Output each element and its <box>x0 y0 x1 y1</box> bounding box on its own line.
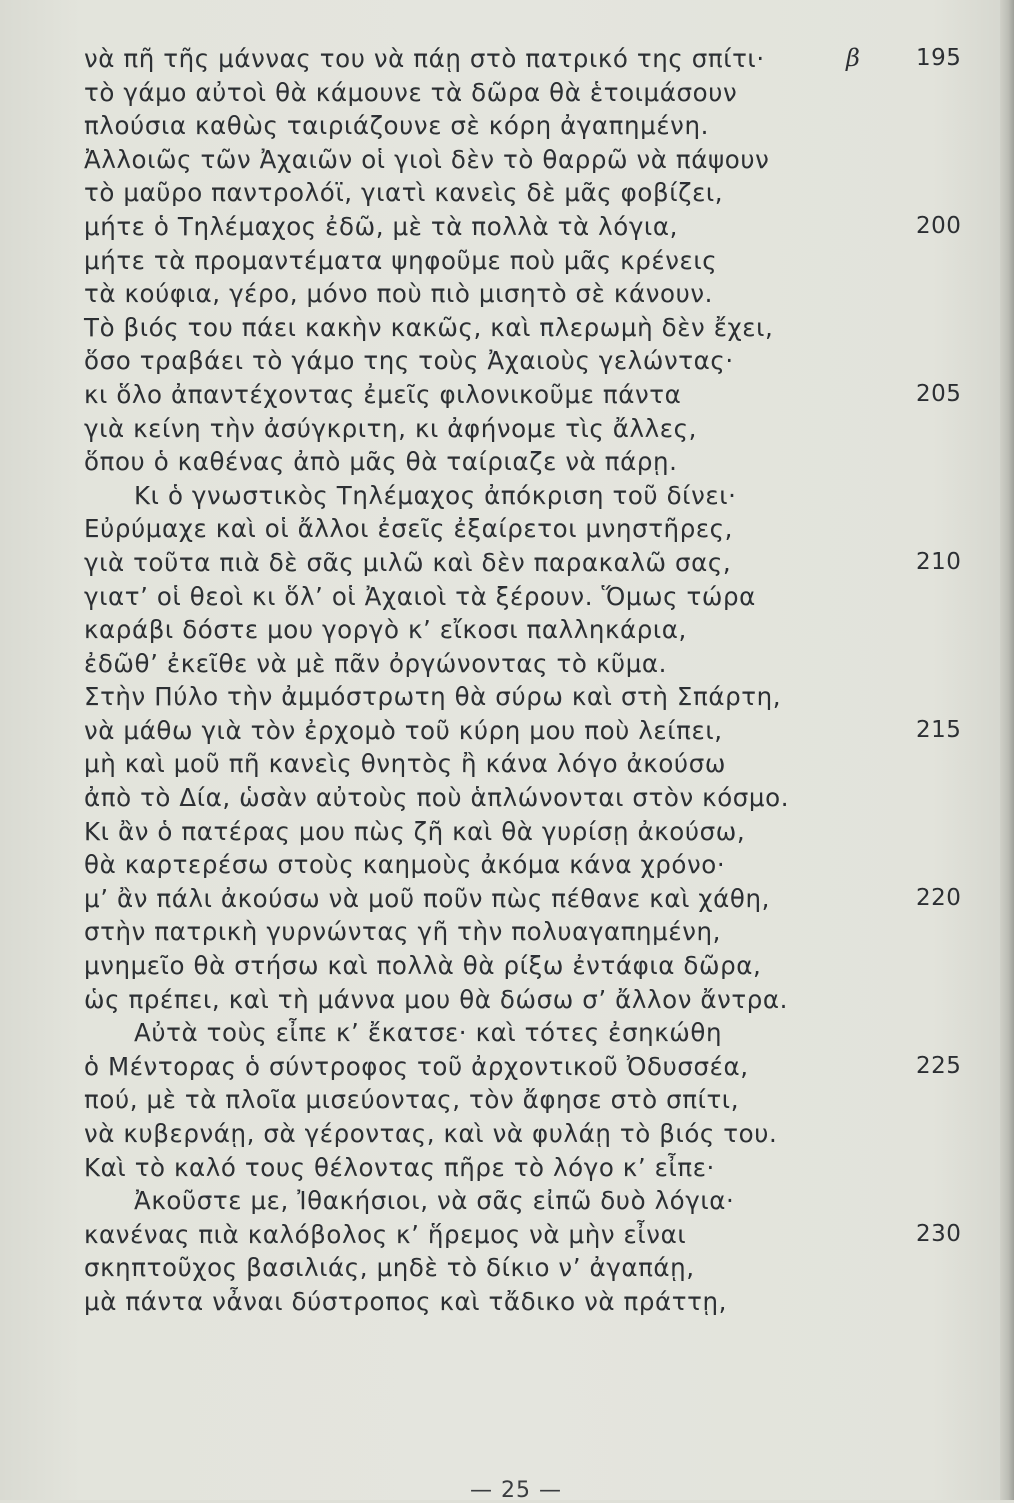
verse-text: Καὶ τὸ καλό τους θέλοντας πῆρε τὸ λόγο κ’ εἶπε· <box>84 1152 715 1182</box>
verse-text: πού, μὲ τὰ πλοῖα μισεύοντας, τὸν ἄφησε στὸ σπίτι, <box>84 1085 740 1115</box>
line-number: 225 <box>916 1052 962 1079</box>
verse-line <box>84 1285 884 1319</box>
verse-line <box>84 949 884 983</box>
verse-line <box>84 546 962 580</box>
verse-text: γιὰ κείνη τὴν ἀσύγκριτη, κι ἀφήνομε τὶς ἄλλες, <box>84 413 697 443</box>
verse-text: νὰ μάθω γιὰ τὸν ἐρχομὸ τοῦ κύρη μου ποὺ λείπει, <box>84 715 723 745</box>
verse-text: μὰ πάντα νἆναι δύστροπος καὶ τἄδικο νὰ πράττῃ, <box>84 1286 727 1316</box>
verse-line <box>84 781 884 815</box>
verse-text: γιὰ τοῦτα πιὰ δὲ σᾶς μιλῶ καὶ δὲν παρακαλῶ σας, <box>84 547 732 577</box>
verse-line <box>84 613 884 647</box>
verse-line <box>84 714 962 748</box>
verse-text: ὅσο τραβάει τὸ γάμο της τοὺς Ἀχαιοὺς γελώντας· <box>84 346 734 376</box>
verse-line <box>84 344 884 378</box>
verse-text: μήτε τὰ προμαντέματα ψηφοῦμε ποὺ μᾶς κρένεις <box>84 245 718 275</box>
verse-text: Τὸ βιός του πάει κακὴν κακῶς, καὶ πλερωμὴ δὲν ἔχει, <box>84 312 774 342</box>
verse-text: κι ὅλο ἀπαντέχοντας ἐμεῖς φιλονικοῦμε πάντα <box>84 379 682 409</box>
verse-text: πλούσια καθὼς ταιριάζουνε σὲ κόρη ἀγαπημένη. <box>84 111 709 141</box>
verse-text: τὸ γάμο αὐτοὶ θὰ κάμουνε τὰ δῶρα θὰ ἑτοιμάσουν <box>84 77 738 107</box>
verse-line <box>84 311 884 345</box>
verse-text: μνημεῖο θὰ στήσω καὶ πολλὰ θὰ ρίξω ἐντάφια δῶρα, <box>84 951 762 981</box>
verse-line <box>84 1184 884 1218</box>
verse-text: τὰ κούφια, γέρο, μόνο ποὺ πιὸ μισητὸ σὲ κάνουν. <box>84 279 714 309</box>
verse-text: Ἀκοῦστε με, Ἰθακήσιοι, νὰ σᾶς εἰπῶ δυὸ λόγια· <box>134 1186 735 1216</box>
verse-text: μὴ καὶ μοῦ πῆ κανεὶς θνητὸς ἢ κάνα λόγο ἀκούσω <box>84 749 726 779</box>
verse-text: θὰ καρτερέσω στοὺς καημοὺς ἀκόμα κάνα χρόνο· <box>84 850 726 880</box>
verse-line <box>84 412 884 446</box>
verse-line <box>84 445 884 479</box>
verse-line <box>84 244 884 278</box>
verse-line <box>84 1218 962 1252</box>
verse-line <box>84 647 884 681</box>
line-number: 200 <box>916 212 962 239</box>
verse-line <box>84 378 962 412</box>
verse-text: μ’ ἂν πάλι ἀκούσω νὰ μοῦ ποῦν πὼς πέθανε καὶ χάθη, <box>84 883 770 913</box>
verse-text: σκηπτοῦχος βασιλιάς, μηδὲ τὸ δίκιο ν’ ἀγαπάῃ, <box>84 1253 695 1283</box>
verse-line <box>84 512 884 546</box>
verse-line <box>84 109 884 143</box>
verse-line <box>84 983 884 1017</box>
verse-line <box>84 1251 884 1285</box>
poem-text <box>84 42 962 1319</box>
line-number: 195 <box>916 45 962 71</box>
line-number: 215 <box>916 716 962 743</box>
verse-line <box>84 747 884 781</box>
verse-text: ὡς πρέπει, καὶ τὴ μάννα μου θὰ δώσω σ’ ἄλλον ἄντρα. <box>84 984 789 1014</box>
verse-text: καράβι δόστε μου γοργὸ κ’ εἴκοσι παλληκάρια, <box>84 615 687 645</box>
verse-line <box>84 580 884 614</box>
verse-line <box>84 143 884 177</box>
verse-text: μήτε ὁ Τηλέμαχος ἐδῶ, μὲ τὰ πολλὰ τὰ λόγια, <box>84 211 678 241</box>
verse-line <box>84 479 884 513</box>
page-edge <box>1000 0 1014 1500</box>
verse-text: Κι ἂν ὁ πατέρας μου πὼς ζῆ καὶ θὰ γυρίσῃ ἀκούσω, <box>84 816 746 846</box>
verse-text: Εὐρύμαχε καὶ οἱ ἄλλοι ἐσεῖς ἐξαίρετοι μνηστῆρες, <box>84 514 734 544</box>
verse-text: στὴν πατρικὴ γυρνώντας γῆ τὴν πολυαγαπημένη, <box>84 917 721 947</box>
verse-text: Ἀλλοιῶς τῶν Ἀχαιῶν οἱ γιοὶ δὲν τὸ θαρρῶ νὰ πάψουν <box>84 144 770 174</box>
line-number: 205 <box>916 380 962 407</box>
verse-line <box>84 1016 884 1050</box>
verse-line <box>84 882 962 916</box>
verse-text: ὁ Μέντορας ὁ σύντροφος τοῦ ἀρχοντικοῦ Ὀδυσσέα, <box>84 1051 749 1081</box>
verse-line <box>84 815 884 849</box>
verse-text: νὰ κυβερνάῃ, σὰ γέροντας, καὶ νὰ φυλάῃ τὸ βιός του. <box>84 1119 778 1148</box>
verse-text: τὸ μαῦρο παντρολόϊ, γιατὶ κανεὶς δὲ μᾶς φοβίζει, <box>84 178 724 208</box>
line-number: 210 <box>916 548 962 575</box>
verse-line <box>84 176 884 210</box>
verse-text: Στὴν Πύλο τὴν ἀμμόστρωτη θὰ σύρω καὶ στὴ Σπάρτη, <box>84 682 782 712</box>
verse-line <box>84 210 962 244</box>
verse-text: Κι ὁ γνωστικὸς Τηλέμαχος ἀπόκριση τοῦ δίνει· <box>134 480 737 510</box>
line-number: 230 <box>916 1220 962 1247</box>
verse-text: ἀπὸ τὸ Δία, ὡσὰν αὐτοὺς ποὺ ἁπλώνονται στὸν κόσμο. <box>84 783 790 813</box>
verse-line <box>84 1050 962 1084</box>
verse-text: νὰ πῆ τῆς μάννας του νὰ πάῃ στὸ πατρικό της σπίτι· <box>84 44 765 73</box>
verse-line <box>84 1083 884 1117</box>
verse-line <box>84 42 962 76</box>
verse-text: κανένας πιὰ καλόβολος κ’ ἥρεμος νὰ μὴν εἶναι <box>84 1219 687 1249</box>
verse-text: γιατ’ οἱ θεοὶ κι ὅλ’ οἱ Ἀχαιοὶ τὰ ξέρουν. Ὅμως τώρα <box>84 581 756 611</box>
verse-line <box>84 76 884 110</box>
verse-line <box>84 848 884 882</box>
verse-text: Αὐτὰ τοὺς εἶπε κ’ ἔκατσε· καὶ τότες ἐσηκώθη <box>134 1018 723 1048</box>
verse-text: ὅπου ὁ καθένας ἀπὸ μᾶς θὰ ταίριαζε νὰ πάρῃ. <box>84 447 678 477</box>
line-number: 220 <box>916 884 962 911</box>
verse-text: ἐδῶθ’ ἐκεῖθε νὰ μὲ πᾶν ὀργώνοντας τὸ κῦμα. <box>84 648 668 678</box>
book-marker: β <box>846 44 861 72</box>
page-number-footer: — 25 — <box>470 1478 562 1503</box>
verse-line <box>84 1117 884 1151</box>
verse-line <box>84 680 884 714</box>
verse-line <box>84 1151 884 1185</box>
verse-line <box>84 915 884 949</box>
verse-line <box>84 277 884 311</box>
